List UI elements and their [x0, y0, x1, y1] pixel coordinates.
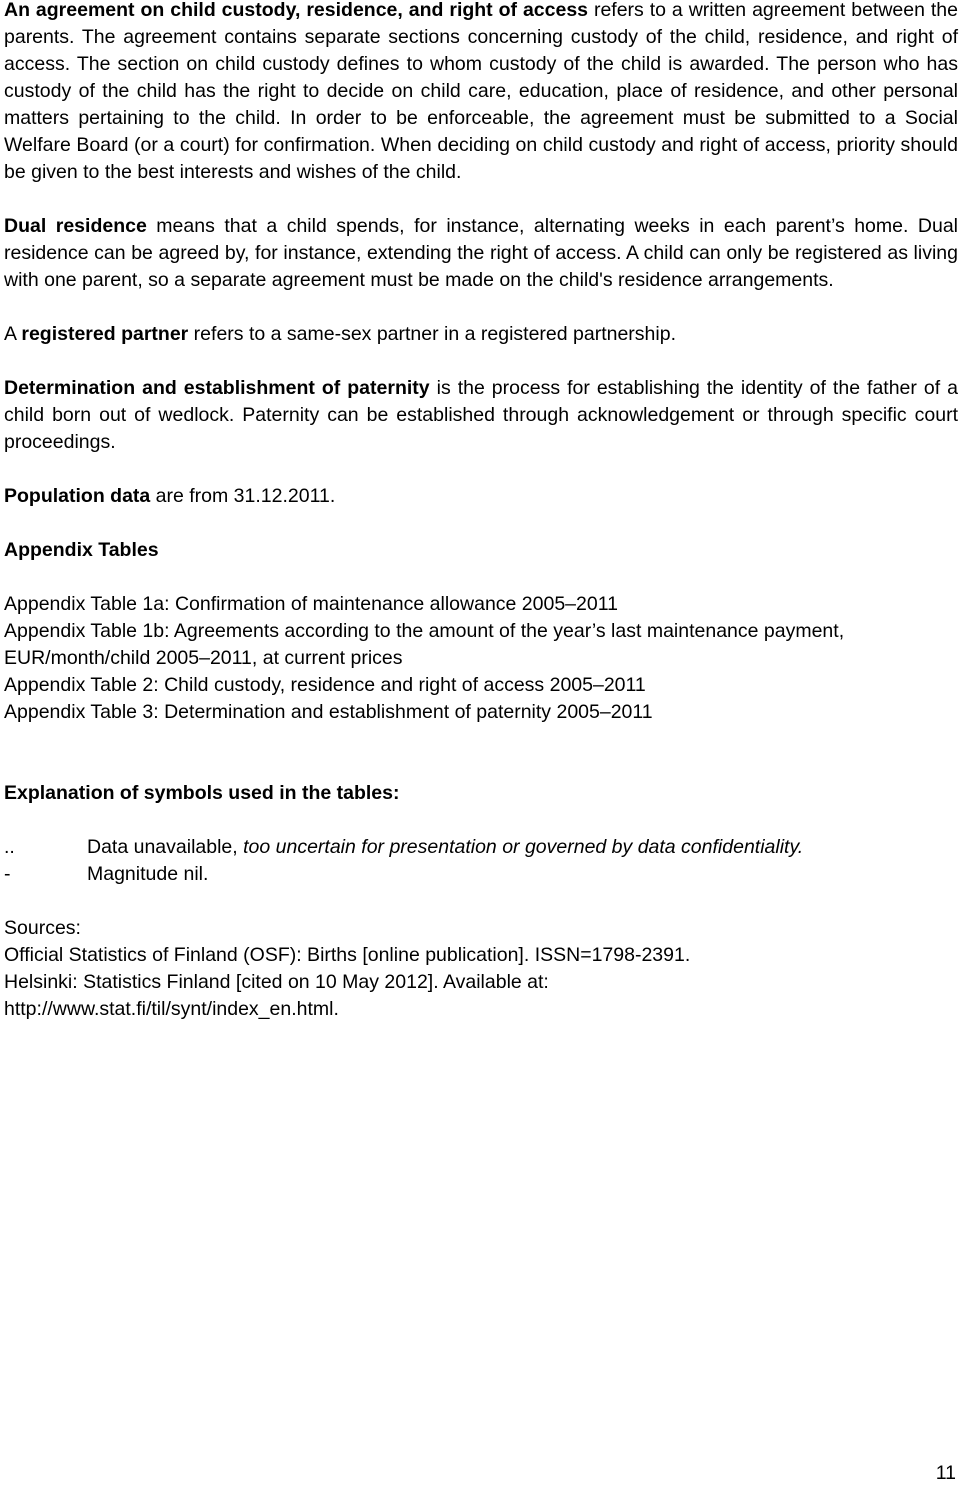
paternity-term: Determination and establishment of paternity — [4, 377, 430, 399]
population-term: Population data — [4, 485, 151, 507]
symbol-row — [4, 861, 958, 888]
appendix-table-list — [4, 591, 958, 726]
registered-partner-prefix: A — [4, 323, 22, 345]
sources-label: Sources: — [4, 917, 81, 939]
agreement-term: An agreement on child custody, residence, and right of access — [4, 0, 589, 21]
registered-partner-text: refers to a same-sex partner in a registered partnership. — [188, 323, 676, 345]
paternity-paragraph — [4, 375, 958, 456]
source-url[interactable]: http://www.stat.fi/til/synt/index_en.html. — [4, 998, 339, 1020]
source-line: Helsinki: Statistics Finland [cited on 10 May 2012]. Available at: — [4, 971, 549, 993]
dual-residence-term: Dual residence — [4, 215, 147, 237]
population-paragraph — [4, 483, 958, 510]
population-text: are from 31.12.2011. — [150, 485, 336, 507]
paternity-text: is the process for establishing the identity of the father of a child born out of wedlock. Paternity can be established through acknowledgement or through specific court proceedings. — [4, 377, 958, 453]
symbol-row — [4, 834, 958, 861]
agreement-paragraph — [4, 0, 958, 186]
appendix-table-item: Appendix Table 3: Determination and establishment of paternity 2005–2011 — [4, 701, 653, 723]
dual-residence-text: means that a child spends, for instance, alternating weeks in each parent’s home. Dual residence can be agreed by, for instance, extending the right of access. A child can only be registered as living with one parent, so a separate agreement must be made on the child's residence arrangements. — [4, 215, 958, 291]
registered-partner-term: registered partner — [21, 323, 189, 345]
appendix-table-item: Appendix Table 2: Child custody, residence and right of access 2005–2011 — [4, 674, 646, 696]
appendix-table-item: Appendix Table 1a: Confirmation of maintenance allowance 2005–2011 — [4, 593, 618, 615]
dual-residence-paragraph — [4, 213, 958, 294]
registered-partner-paragraph — [4, 321, 958, 348]
appendix-heading: Appendix Tables — [4, 539, 159, 561]
sources-block — [4, 915, 958, 1023]
symbol-mark: .. — [4, 836, 15, 858]
symbol-description: Data unavailable, too uncertain for presentation or governed by data confidentiality. — [87, 836, 804, 858]
symbol-description: Magnitude nil. — [87, 863, 209, 885]
agreement-text: refers to a written agreement between the parents. The agreement contains separate sections concerning custody of the child, residence, and right of access. The section on child custody defines to whom custody of the child is awarded. The person who has custody of the child has the right to decide on child care, education, place of residence, and other personal matters pertaining to the child. In order to be enforceable, the agreement must be submitted to a Social Welfare Board (or a court) for confirmation. When deciding on child custody and right of access, priority should be given to the best interests and wishes of the child. — [4, 0, 958, 183]
symbols-list — [4, 834, 958, 888]
appendix-table-item: Appendix Table 1b: Agreements according to the amount of the year’s last maintenance payment, EUR/month/child 2005–2011, at current prices — [4, 620, 845, 669]
symbols-heading: Explanation of symbols used in the tables: — [4, 782, 400, 804]
page-content — [4, 0, 958, 1023]
page-number: 11 — [935, 1462, 956, 1484]
symbol-mark: - — [4, 863, 11, 885]
source-line: Official Statistics of Finland (OSF): Births [online publication]. ISSN=1798-2391. — [4, 944, 691, 966]
